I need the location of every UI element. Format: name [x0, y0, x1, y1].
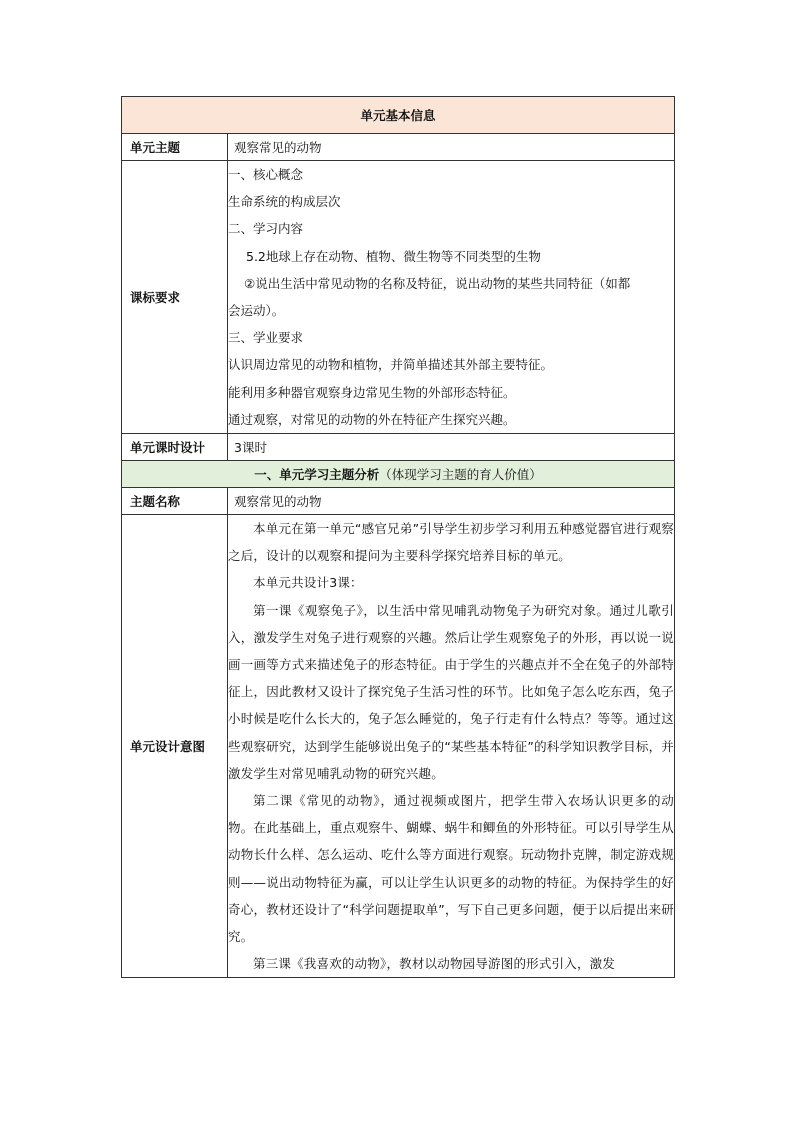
standard-line: 通过观察，对常见的动物的外在特征产生探究兴趣。	[228, 411, 516, 427]
intent-paragraph: 本单元在第一单元“感官兄弟”引导学生初步学习利用五种感觉器官进行观察之后，设计的以观察和提问为主要科学探究培养目标的单元。	[228, 521, 675, 564]
intent-content	[228, 515, 675, 978]
intent-paragraph: 第一课《观察兔子》，以生活中常见哺乳动物兔子为研究对象。通过儿歌引入，激发学生对兔子进行观察的兴趣。然后让学生观察兔子的外形，再以说一说画一画等方式来描述兔子的形态特征。由于学生的兴趣点并不全在兔子的外部特征上，因此教材又设计了探究兔子生活习性的环节。比如兔子怎么吃东西，兔子小时候是吃什么长大的，兔子怎么睡觉的，兔子行走有什么特点？等等。通过这些观察研究，达到学生能够说出兔子的“某些基本特征”的科学知识教学目标，并激发学生对常见哺乳动物的研究兴趣。	[228, 602, 675, 781]
unit-info-table	[121, 96, 675, 978]
intent-label: 单元设计意图	[122, 515, 228, 978]
hours-value: 3课时	[228, 434, 675, 461]
standard-line: ②说出生活中常见动物的名称及特征，说出动物的某些共同特征（如都	[244, 275, 631, 291]
intent-paragraph: 本单元共设计3课：	[253, 575, 363, 591]
standard-line: 能利用多种器官观察身边常见生物的外部形态特征。	[228, 384, 516, 400]
hours-label: 单元课时设计	[122, 434, 228, 461]
section-title	[122, 461, 675, 488]
standard-line: 5.2地球上存在动物、植物、微生物等不同类型的生物	[246, 248, 541, 264]
standard-line: 认识周边常见的动物和植物，并简单描述其外部主要特征。	[228, 357, 554, 373]
intent-paragraph: 第三课《我喜欢的动物》，教材以动物园导游图的形式引入，激发	[253, 956, 616, 972]
theme-name-label: 主题名称	[122, 488, 228, 515]
standard-line: 二、学习内容	[228, 221, 304, 237]
standard-line: 三、学业要求	[228, 330, 304, 346]
section-title-main: 一、单元学习主题分析	[254, 467, 380, 483]
standard-line: 生命系统的构成层次	[228, 194, 341, 210]
intent-paragraph: 第二课《常见的动物》，通过视频或图片，把学生带入农场认识更多的动物。在此基础上，重点观察牛、蝴蝶、蜗牛和鲫鱼的外形特征。可以引导学生从动物长什么样、怎么运动、吃什么等方面进行观察。玩动物扑克牌，制定游戏规则——说出动物特征为赢，可以让学生认识更多的动物的特征。为保持学生的好奇心，教材还设计了“科学问题提取单”，写下自己更多问题，便于以后提出来研究。	[228, 793, 675, 945]
standard-label: 课标要求	[122, 161, 228, 434]
table-title: 单元基本信息	[122, 97, 675, 134]
standard-line: 会运动）。	[228, 303, 285, 319]
topic-value: 观察常见的动物	[228, 134, 675, 161]
standard-content	[228, 161, 675, 434]
section-title-note: （体现学习主题的育人价值）	[379, 467, 542, 483]
standard-line: 一、核心概念	[228, 167, 304, 182]
topic-label: 单元主题	[122, 134, 228, 161]
theme-name-value: 观察常见的动物	[228, 488, 675, 515]
